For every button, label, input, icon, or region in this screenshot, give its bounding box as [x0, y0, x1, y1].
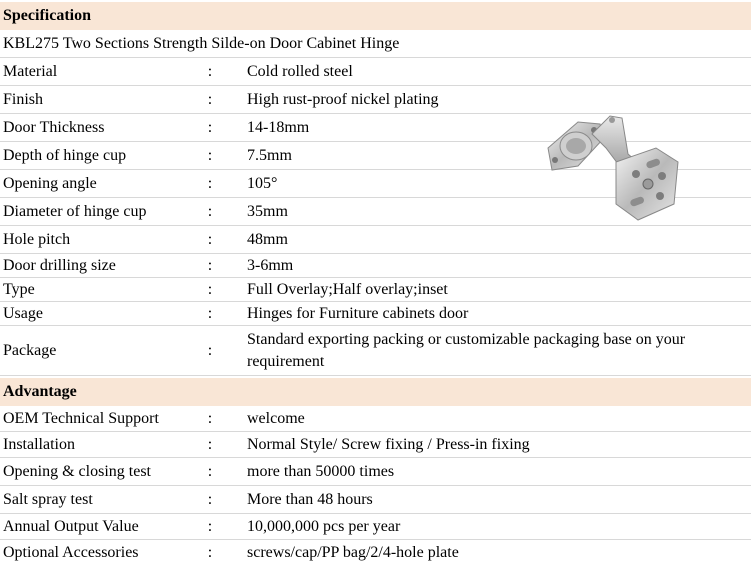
specification-header: Specification: [0, 2, 751, 30]
product-title-row: [0, 30, 751, 58]
advantage-label: Installation: [3, 436, 75, 453]
spec-value: 35mm: [247, 203, 288, 220]
spec-label: Hole pitch: [3, 231, 71, 248]
spec-label: Type: [3, 281, 35, 298]
spec-value: Cold rolled steel: [247, 63, 353, 80]
spec-label: Door drilling size: [3, 257, 116, 274]
spec-row-hole-pitch: [0, 226, 751, 254]
advantage-row-installation: [0, 432, 751, 458]
separator: :: [207, 91, 213, 108]
separator: :: [207, 63, 213, 80]
spec-label: Package: [3, 342, 57, 359]
advantage-value: screws/cap/PP bag/2/4-hole plate: [247, 544, 459, 561]
advantage-row-accessories: [0, 540, 751, 565]
advantage-label: Optional Accessories: [3, 544, 139, 561]
spec-value: 7.5mm: [247, 147, 292, 164]
spec-label: Opening angle: [3, 175, 97, 192]
spec-label: Finish: [3, 91, 44, 108]
separator: :: [207, 175, 213, 192]
separator: :: [207, 119, 213, 136]
spec-value: 14-18mm: [247, 119, 310, 136]
spec-value: High rust-proof nickel plating: [247, 91, 439, 108]
advantage-row-salt-spray: [0, 486, 751, 514]
separator: :: [207, 305, 213, 322]
advantage-row-cycle-test: [0, 458, 751, 486]
separator: :: [207, 281, 213, 298]
spec-row-material: [0, 58, 751, 86]
cabinet-hinge-icon: [538, 108, 688, 226]
spec-value: Hinges for Furniture cabinets door: [247, 305, 469, 322]
advantage-label: OEM Technical Support: [3, 410, 159, 427]
advantage-value: 10,000,000 pcs per year: [247, 518, 401, 535]
spec-label: Material: [3, 63, 58, 80]
spec-value: 3-6mm: [247, 257, 294, 274]
advantage-label: Opening & closing test: [3, 463, 151, 480]
spec-label: Depth of hinge cup: [3, 147, 127, 164]
advantage-value: more than 50000 times: [247, 463, 395, 480]
separator: :: [207, 410, 213, 427]
separator: :: [207, 436, 213, 453]
advantage-value: welcome: [247, 410, 305, 427]
spec-value: Full Overlay;Half overlay;inset: [247, 281, 448, 298]
advantage-value: Normal Style/ Screw fixing / Press-in fixing: [247, 436, 530, 453]
separator: :: [207, 342, 213, 359]
spec-label: Door Thickness: [3, 119, 105, 136]
separator: :: [207, 147, 213, 164]
separator: :: [207, 544, 213, 561]
separator: :: [207, 518, 213, 535]
advantage-label: Salt spray test: [3, 491, 93, 508]
advantage-header: Advantage: [0, 378, 751, 406]
spec-row-drilling-size: [0, 254, 751, 278]
spec-label: Diameter of hinge cup: [3, 203, 147, 220]
advantage-row-annual-output: [0, 514, 751, 540]
separator: :: [207, 257, 213, 274]
spec-value: 105°: [247, 175, 278, 192]
advantage-value: More than 48 hours: [247, 491, 373, 508]
separator: :: [207, 231, 213, 248]
separator: :: [207, 491, 213, 508]
spec-row-package: [0, 326, 751, 376]
spec-row-type: [0, 278, 751, 302]
spec-value: 48mm: [247, 231, 288, 248]
spec-row-usage: [0, 302, 751, 326]
spec-value: Standard exporting packing or customizable packaging base on your requirement: [247, 331, 686, 370]
separator: :: [207, 463, 213, 480]
product-title: KBL275 Two Sections Strength Silde-on Door Cabinet Hinge: [3, 35, 400, 52]
separator: :: [207, 203, 213, 220]
spec-label: Usage: [3, 305, 43, 322]
advantage-label: Annual Output Value: [3, 518, 139, 535]
advantage-row-oem: [0, 406, 751, 432]
